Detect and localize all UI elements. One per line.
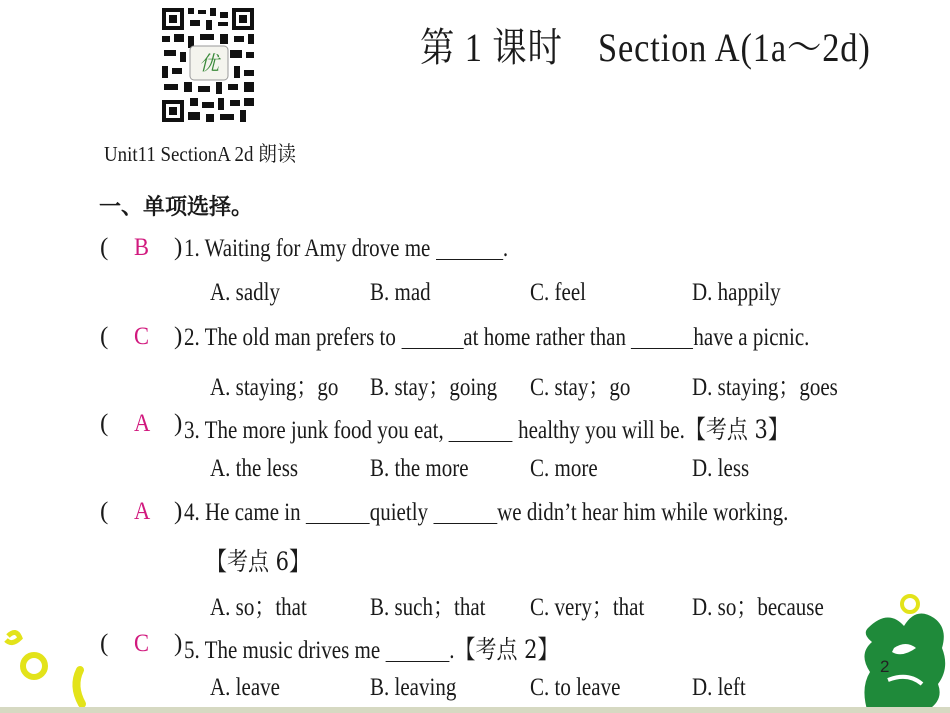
paren-open: (: [100, 234, 109, 261]
blank: [401, 323, 463, 349]
answer-3: A: [134, 410, 151, 437]
blank: [306, 498, 370, 524]
paren-open: (: [100, 323, 109, 350]
blank: [631, 323, 693, 349]
page-title: 第 1 课时 Section A(1a～2d): [420, 25, 871, 70]
key-point-tag: 【考点 2】: [454, 635, 559, 664]
question-5-text: 5. The music drives me .【考点 2】: [184, 635, 559, 664]
question-2-text: 2. The old man prefers to at home rather than have a picnic.: [184, 324, 810, 351]
blank: [449, 416, 513, 442]
paren-open: (: [100, 410, 109, 437]
option-b: B. stay；going: [370, 374, 498, 401]
question-4-text: 4. He came in quietly we didn’t hear him while working.: [184, 499, 789, 526]
qr-logo-text: 优: [199, 51, 219, 75]
qr-caption: Unit11 SectionA 2d 朗读: [104, 142, 296, 166]
section-heading: 一、单项选择。: [99, 195, 254, 220]
paren-close: ): [174, 498, 183, 525]
blank: [436, 234, 503, 260]
paren-close: ): [174, 234, 183, 261]
option-d: D. left: [692, 674, 746, 701]
question-3-text: 3. The more junk food you eat, healthy you will be.【考点 3】: [184, 415, 789, 444]
answer-5: C: [134, 630, 150, 657]
option-a: A. the less: [210, 455, 299, 482]
option-c: C. feel: [530, 279, 586, 306]
paren-close: ): [174, 323, 183, 350]
option-c: C. stay；go: [530, 374, 631, 401]
option-d: D. staying；goes: [692, 374, 838, 401]
option-a: A. staying；go: [210, 374, 339, 401]
decorative-leaf-icon: [858, 588, 950, 713]
option-c: C. more: [530, 455, 598, 482]
option-b: B. the more: [370, 455, 469, 482]
option-d: D. happily: [692, 279, 781, 306]
decorative-circles-icon: [0, 600, 100, 713]
answer-1: B: [134, 234, 150, 261]
paren-close: ): [174, 630, 183, 657]
paren-open: (: [100, 498, 109, 525]
bottom-bar: [0, 707, 950, 713]
option-b: B. mad: [370, 279, 431, 306]
option-a: A. sadly: [210, 279, 280, 306]
key-point-tag: 【考点 3】: [684, 415, 789, 444]
qr-code: [160, 6, 256, 124]
page-number: 2: [880, 657, 890, 676]
option-b: B. such；that: [370, 594, 486, 621]
answer-2: C: [134, 323, 150, 350]
paren-close: ): [174, 410, 183, 437]
answer-4: A: [134, 498, 151, 525]
option-d: D. less: [692, 455, 750, 482]
blank: [385, 636, 449, 662]
option-d: D. so；because: [692, 594, 824, 621]
blank: [433, 498, 497, 524]
question-1-text: 1. Waiting for Amy drove me .: [184, 235, 509, 262]
option-b: B. leaving: [370, 674, 457, 701]
option-a: A. leave: [210, 674, 280, 701]
paren-open: (: [100, 630, 109, 657]
option-a: A. so；that: [210, 594, 307, 621]
option-c: C. to leave: [530, 674, 621, 701]
key-point-tag: 【考点 6】: [206, 547, 311, 576]
option-c: C. very；that: [530, 594, 645, 621]
